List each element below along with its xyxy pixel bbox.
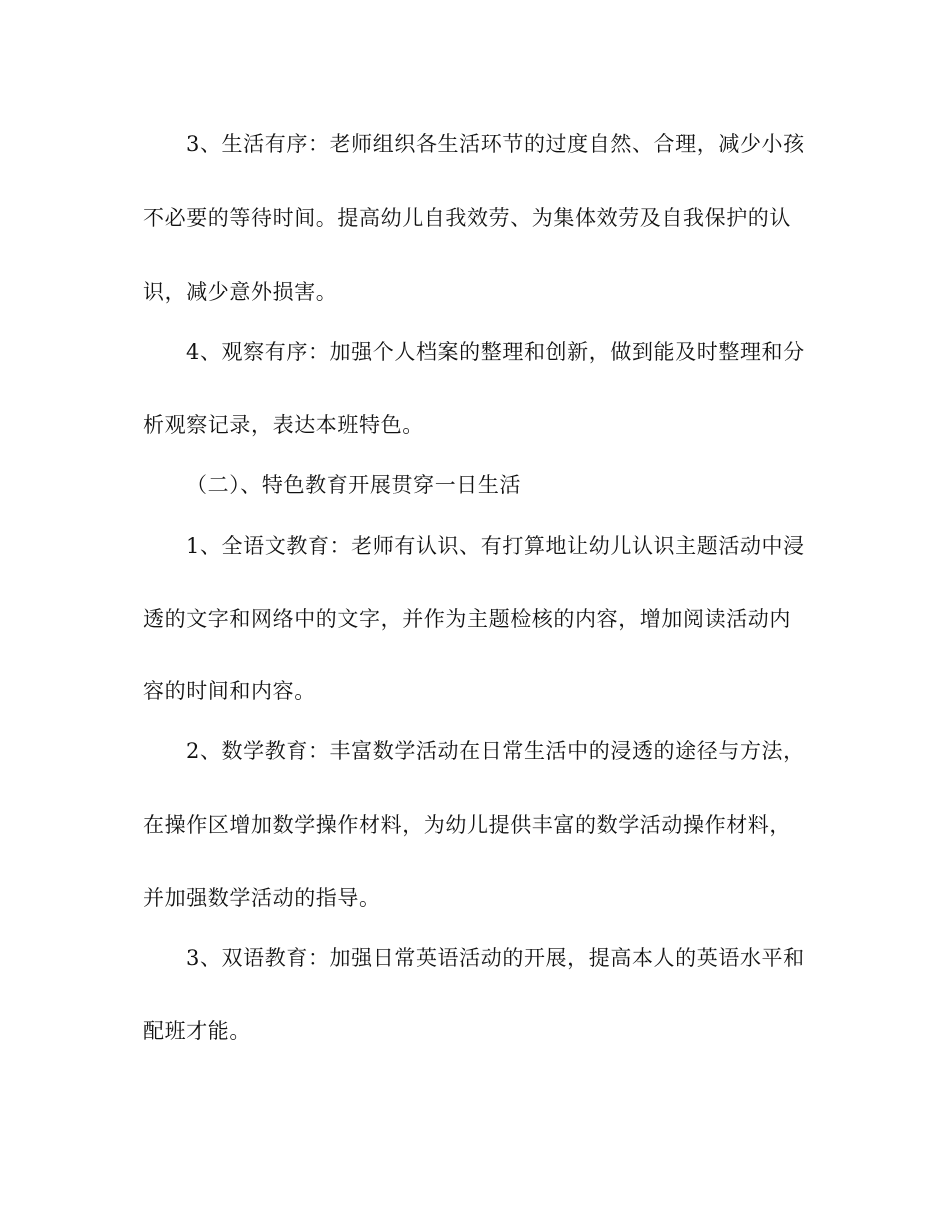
- paragraph-line: 1、全语文教育：老师有认识、有打算地让幼儿认识主题活动中浸: [186, 534, 805, 558]
- paragraph-line: 识，减少意外损害。: [143, 280, 338, 304]
- paragraph-line: 在操作区增加数学操作材料，为幼儿提供丰富的数学活动操作材料，: [143, 813, 791, 837]
- paragraph-line: 透的文字和网络中的文字，并作为主题检核的内容，增加阅读活动内: [143, 607, 791, 631]
- paragraph-line: 并加强数学活动的指导。: [143, 886, 381, 910]
- paragraph-line: 3、生活有序：老师组织各生活环节的过度自然、合理，减少小孩: [186, 132, 805, 156]
- paragraph-line: 配班才能。: [143, 1019, 251, 1043]
- paragraph-line: 3、双语教育：加强日常英语活动的开展，提高本人的英语水平和: [186, 946, 805, 970]
- paragraph-line: 析观察记录，表达本班特色。: [143, 413, 424, 437]
- paragraph-line: 4、观察有序：加强个人档案的整理和创新，做到能及时整理和分: [186, 340, 805, 364]
- paragraph-line: 2、数学教育：丰富数学活动在日常生活中的浸透的途径与方法，: [186, 739, 805, 763]
- section-heading: （二）、特色教育开展贯穿一日生活: [186, 473, 522, 497]
- paragraph-line: 容的时间和内容。: [143, 679, 316, 703]
- paragraph-line: 不必要的等待时间。提高幼儿自我效劳、为集体效劳及自我保护的认: [143, 206, 791, 230]
